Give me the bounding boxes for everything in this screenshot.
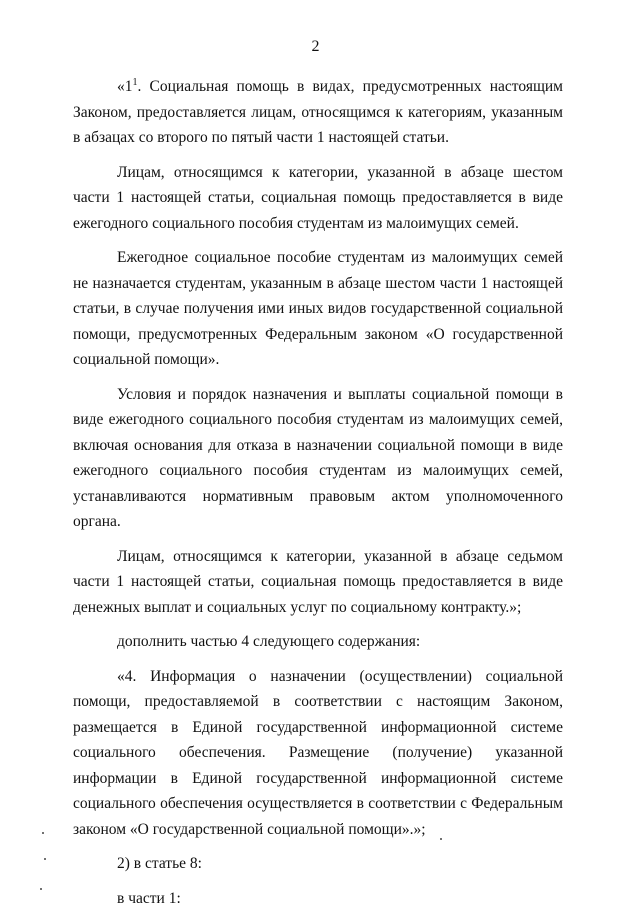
paragraph-7: «4. Информация о назначении (осуществлении) социальной помощи, предоставляемой в соответствии с настоящим Законом, размещается в Единой государственной информационной системе социального обеспечения. Размещение (получение) указанной информации в Единой государственной информационной системе социального обеспечения осуществляется в соответствии с Федеральным законом «О государственной социальной помощи».»; bbox=[73, 667, 563, 838]
document-body bbox=[73, 74, 563, 920]
page-number: 2 bbox=[311, 38, 320, 55]
paragraph-8: 2) в статье 8: bbox=[117, 855, 202, 872]
paragraph-1-superscript: 1 bbox=[132, 76, 138, 88]
paragraph-6: дополнить частью 4 следующего содержания: bbox=[117, 633, 421, 650]
paragraph-1-text: . Социальная помощь в видах, предусмотренных настоящим Законом, предоставляется лицам, относящимся к категориям, указанным в абзацах со второго по пятый части 1 настоящей статьи. bbox=[73, 78, 563, 146]
paragraph-9: в части 1: bbox=[117, 889, 181, 907]
paragraph-3: Ежегодное социальное пособие студентам из малоимущих семей не назначается студентам, указанным в абзаце шестом части 1 настоящей статьи, в случае получения ими иных видов государственной социальной помощи, предусмотренных Федеральным законом «О государственной социальной помощи». bbox=[73, 249, 563, 368]
scan-speck bbox=[42, 832, 44, 834]
scan-speck bbox=[440, 838, 442, 840]
scan-speck bbox=[44, 858, 46, 860]
paragraph-1 bbox=[73, 74, 563, 151]
scan-speck bbox=[40, 888, 42, 890]
paragraph-1-open: «1 bbox=[117, 78, 133, 95]
paragraph-4: Условия и порядок назначения и выплаты социальной помощи в виде ежегодного социального пособия студентам из малоимущих семей, включая основания для отказа в назначении социальной помощи в виде ежегодного социального пособия студентам из малоимущих семей, устанавливаются нормативным правовым актом уполномоченного органа. bbox=[73, 385, 563, 530]
paragraph-5: Лицам, относящимся к категории, указанной в абзаце седьмом части 1 настоящей статьи, социальная помощь предоставляется в виде денежных выплат и социальных услуг по социальному контракту.»; bbox=[73, 547, 563, 616]
paragraph-2: Лицам, относящимся к категории, указанной в абзаце шестом части 1 настоящей статьи, социальная помощь предоставляется в виде ежегодного социального пособия студентам из малоимущих семей. bbox=[73, 163, 563, 232]
